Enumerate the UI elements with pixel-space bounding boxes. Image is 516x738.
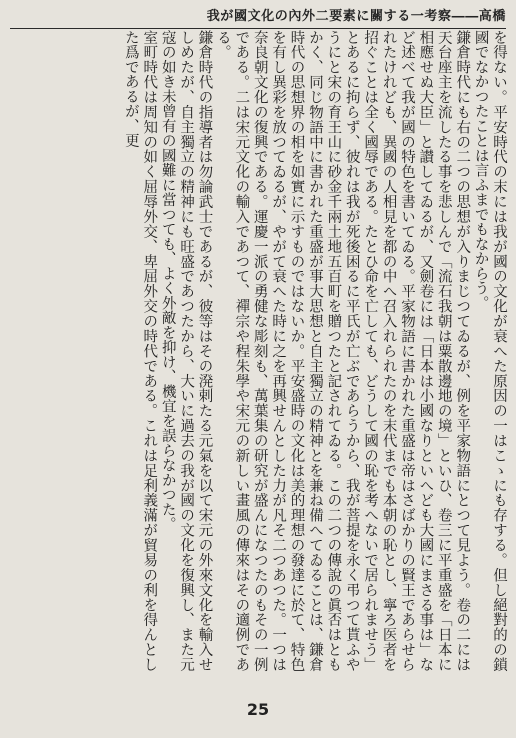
header-rule bbox=[10, 28, 506, 29]
vertical-text-body bbox=[10, 30, 508, 672]
paragraph: 鎌倉時代にも右の二つの思想が入りまじつてゐるが、例を平家物語にとつて見よう。卷の二には天台座主を流したる事を悲しんで「流石我朝は粟散邊地の境」といひ、卷三に平重盛を「日本に相應せぬ大臣」と讃してゐるが、又劍卷には「日本は小國なりといへども大國にまさる事は」など述べて我が國の特色を書いてゐる。平家物語に書かれた重盛は帝はさばかりの賢王であらせられたけれども、異國の人相見を都の中へ召入れられたのを末代までも本朝の恥とし、寧ろ医者を招ぐことは全く國辱である。たとひ命を亡しても、どうして國の恥を考へないで居られませう」とあるに拘らず、彼れは我が死後困るに平氏が亡ぶであらうから、我が菩提を永く弔つて貰ふやうにと宋の育王山に砂金千兩土地五百町を贈つたと記されてゐる。この二つの傳說の眞否はともかく、同じ物語中に書かれた重盛が事大思想と自主獨立の精神とを兼ね備へてゐることは、鎌倉時代の思想界の相を如實に示すものではないか。平安盛時の文化は美的理想の發達に於て、特色を有し異彩を放つてゐるが、やがて衰へた時に之を再興せんとした力が凡そ二つあつた。一つは奈良朝文化の復興である。運慶一派の勇健な彫刻も、萬葉集の研究が盛んになつたのもその一例である。二は宋元文化の輸入であつて、禪宗や程朱學や宋元の新しい畫風の傳來はその適例である。 bbox=[214, 30, 471, 672]
paragraph: 鎌倉時代の指導者は勿論武士であるが、彼等はその溌剌たる元氣を以て宋元の外來文化を輸入せしめたが、自主獨立の精神にも旺盛であつたから、大いに過去の我が國の文化を復興し、また元寇の如き未曾有の國難に當つても、よく外敵を抑け、機宜を誤らなかつた。 bbox=[159, 30, 213, 672]
running-header: 我が國文化の內外二要素に關する一考察――高橋 bbox=[206, 8, 506, 24]
paragraph: 室町時代は周知の如く屈辱外交、卑屈外交の時代である。これは足利義滿が貿易の利を得んとした爲であるが、更 bbox=[122, 30, 158, 672]
page-number: 25 bbox=[246, 700, 270, 719]
paragraph: を得ない。平安時代の末には我が國の文化が衰へた原因の一はこゝにも存する。但し絕對的の鎖國でなかつたことは言ふまでもなからう。 bbox=[472, 30, 507, 672]
